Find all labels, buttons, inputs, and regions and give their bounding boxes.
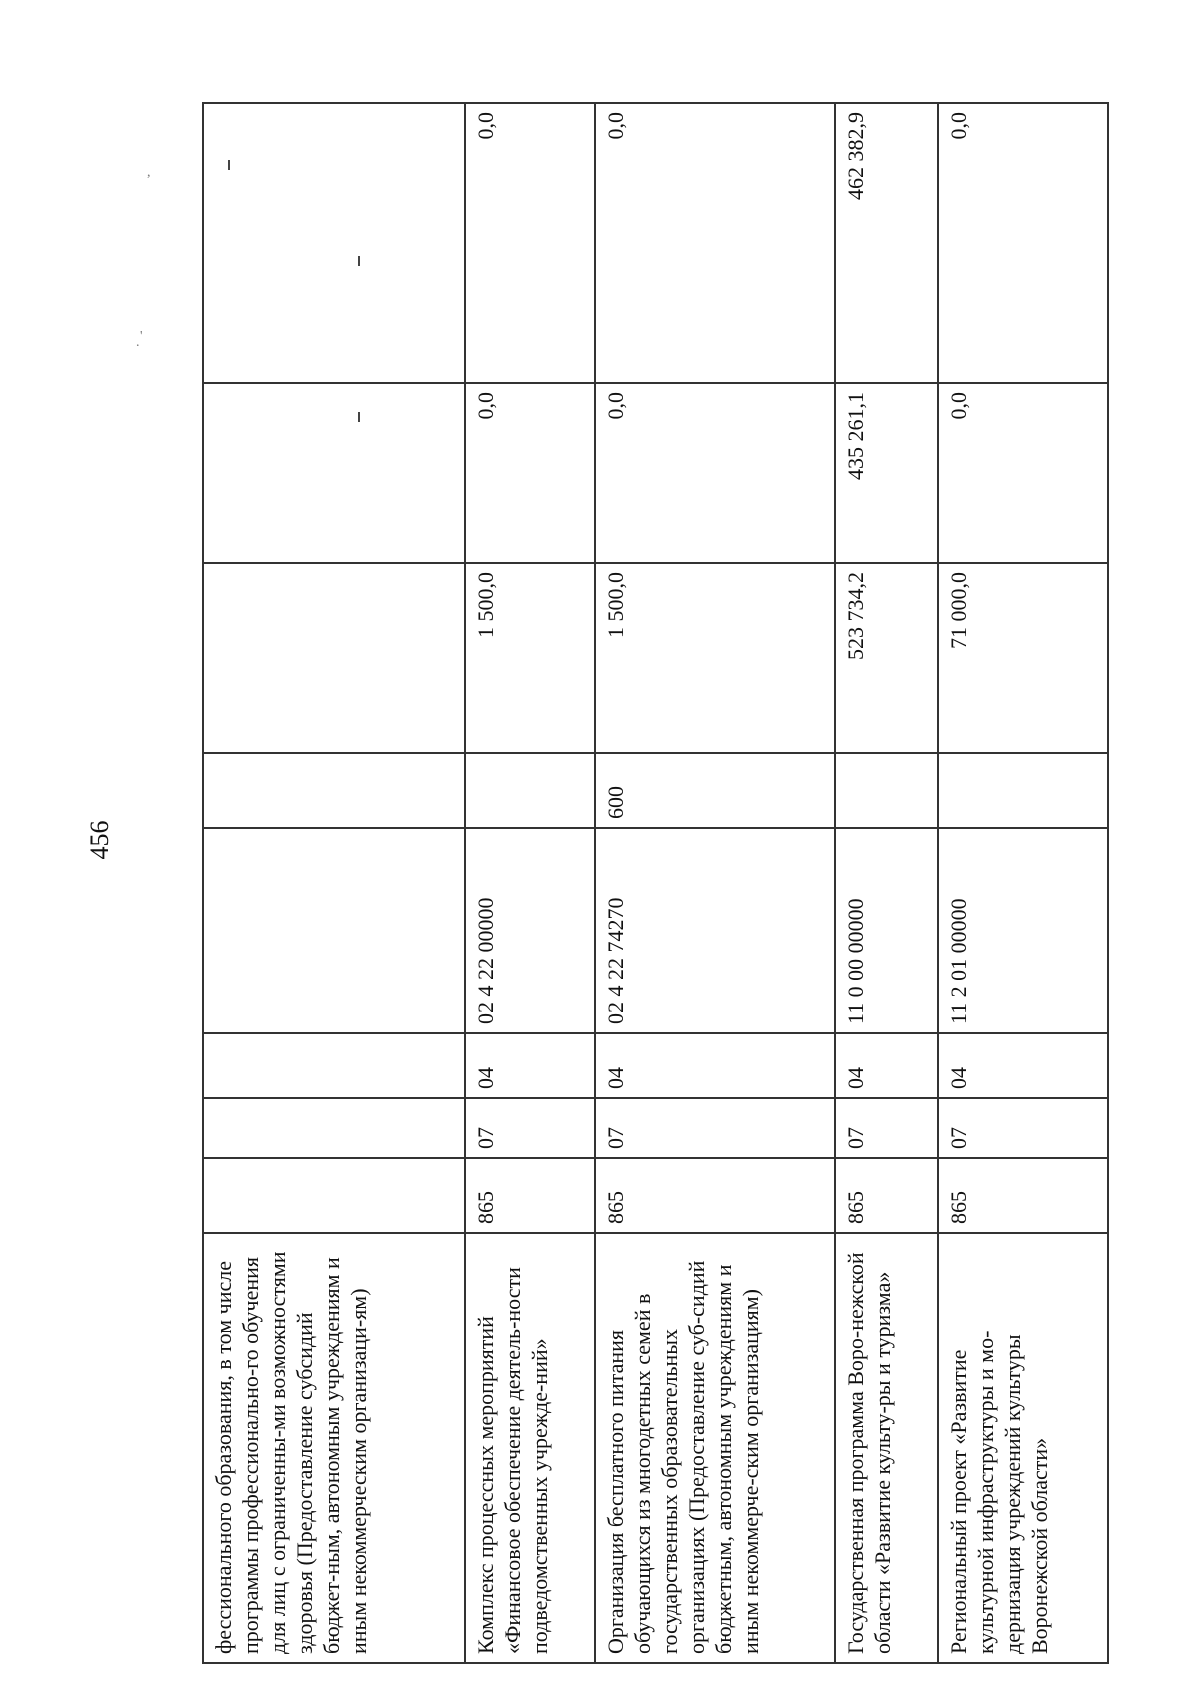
- vr-cell: [835, 753, 938, 828]
- budget-table-rotated: [202, 104, 1107, 1664]
- sum2-cell: 0,0: [465, 383, 595, 563]
- sum3-cell: 0,0: [938, 103, 1108, 383]
- sum3-cell: 462 382,9: [835, 103, 938, 383]
- sum1-cell: [203, 563, 465, 753]
- scan-tick: [228, 160, 230, 170]
- grbs-cell: 865: [465, 1158, 595, 1233]
- scan-tick: [358, 412, 360, 422]
- vr-cell: [465, 753, 595, 828]
- pr-cell: 04: [595, 1033, 835, 1098]
- page-number: 456: [85, 820, 114, 860]
- table-row: [835, 103, 938, 1663]
- grbs-cell: 865: [938, 1158, 1108, 1233]
- sum3-cell: 0,0: [595, 103, 835, 383]
- sum2-cell: 435 261,1: [835, 383, 938, 563]
- pr-cell: 04: [938, 1033, 1108, 1098]
- sum2-cell: [203, 383, 465, 563]
- csr-cell: 02 4 22 74270: [595, 828, 835, 1033]
- scan-speck: ': [140, 329, 143, 344]
- sum1-cell: 71 000,0: [938, 563, 1108, 753]
- csr-cell: 11 0 00 00000: [835, 828, 938, 1033]
- sum1-cell: 1 500,0: [595, 563, 835, 753]
- csr-cell: 11 2 01 00000: [938, 828, 1108, 1033]
- pr-cell: [203, 1033, 465, 1098]
- table-row: [465, 103, 595, 1663]
- grbs-cell: 865: [835, 1158, 938, 1233]
- scan-tick: [358, 256, 360, 266]
- vr-cell: 600: [595, 753, 835, 828]
- pr-cell: 04: [465, 1033, 595, 1098]
- row-name: фессионального образования, в том числе программы профессионально-го обучения для лиц с ограниченны-ми возможностями здоровья (Предоставление субсидий бюджет-ным, автономным учреждениям и иным некоммерческим организаци-ям): [203, 1233, 465, 1663]
- scan-speck: ,: [147, 165, 151, 180]
- csr-cell: [203, 828, 465, 1033]
- pr-cell: 04: [835, 1033, 938, 1098]
- rz-cell: 07: [595, 1098, 835, 1158]
- sum1-cell: 523 734,2: [835, 563, 938, 753]
- row-name: Организация бесплатного питания обучающихся из многодетных семей в государственных образовательных организациях (Предоставление суб-сидий бюджетным, автономным учреждениям и иным некоммерче-ским организациям): [595, 1233, 835, 1663]
- sum2-cell: 0,0: [938, 383, 1108, 563]
- scan-speck: .: [136, 335, 140, 350]
- row-name: Комплекс процессных мероприятий «Финансовое обеспечение деятель-ности подведомственных учрежде-ний»: [465, 1233, 595, 1663]
- sum2-cell: 0,0: [595, 383, 835, 563]
- row-name: Региональный проект «Развитие культурной инфраструктуры и мо-дернизация учреждений культуры Воронежской области»: [938, 1233, 1108, 1663]
- table-row: [595, 103, 835, 1663]
- sum3-cell: [203, 103, 465, 383]
- grbs-cell: [203, 1158, 465, 1233]
- budget-table: [202, 102, 1109, 1664]
- table-row: [938, 103, 1108, 1663]
- rz-cell: 07: [835, 1098, 938, 1158]
- vr-cell: [938, 753, 1108, 828]
- table-row: [203, 103, 465, 1663]
- csr-cell: 02 4 22 00000: [465, 828, 595, 1033]
- sum3-cell: 0,0: [465, 103, 595, 383]
- rz-cell: 07: [938, 1098, 1108, 1158]
- rz-cell: [203, 1098, 465, 1158]
- rz-cell: 07: [465, 1098, 595, 1158]
- grbs-cell: 865: [595, 1158, 835, 1233]
- row-name: Государственная программа Воро-нежской области «Развитие культу-ры и туризма»: [835, 1233, 938, 1663]
- sum1-cell: 1 500,0: [465, 563, 595, 753]
- vr-cell: [203, 753, 465, 828]
